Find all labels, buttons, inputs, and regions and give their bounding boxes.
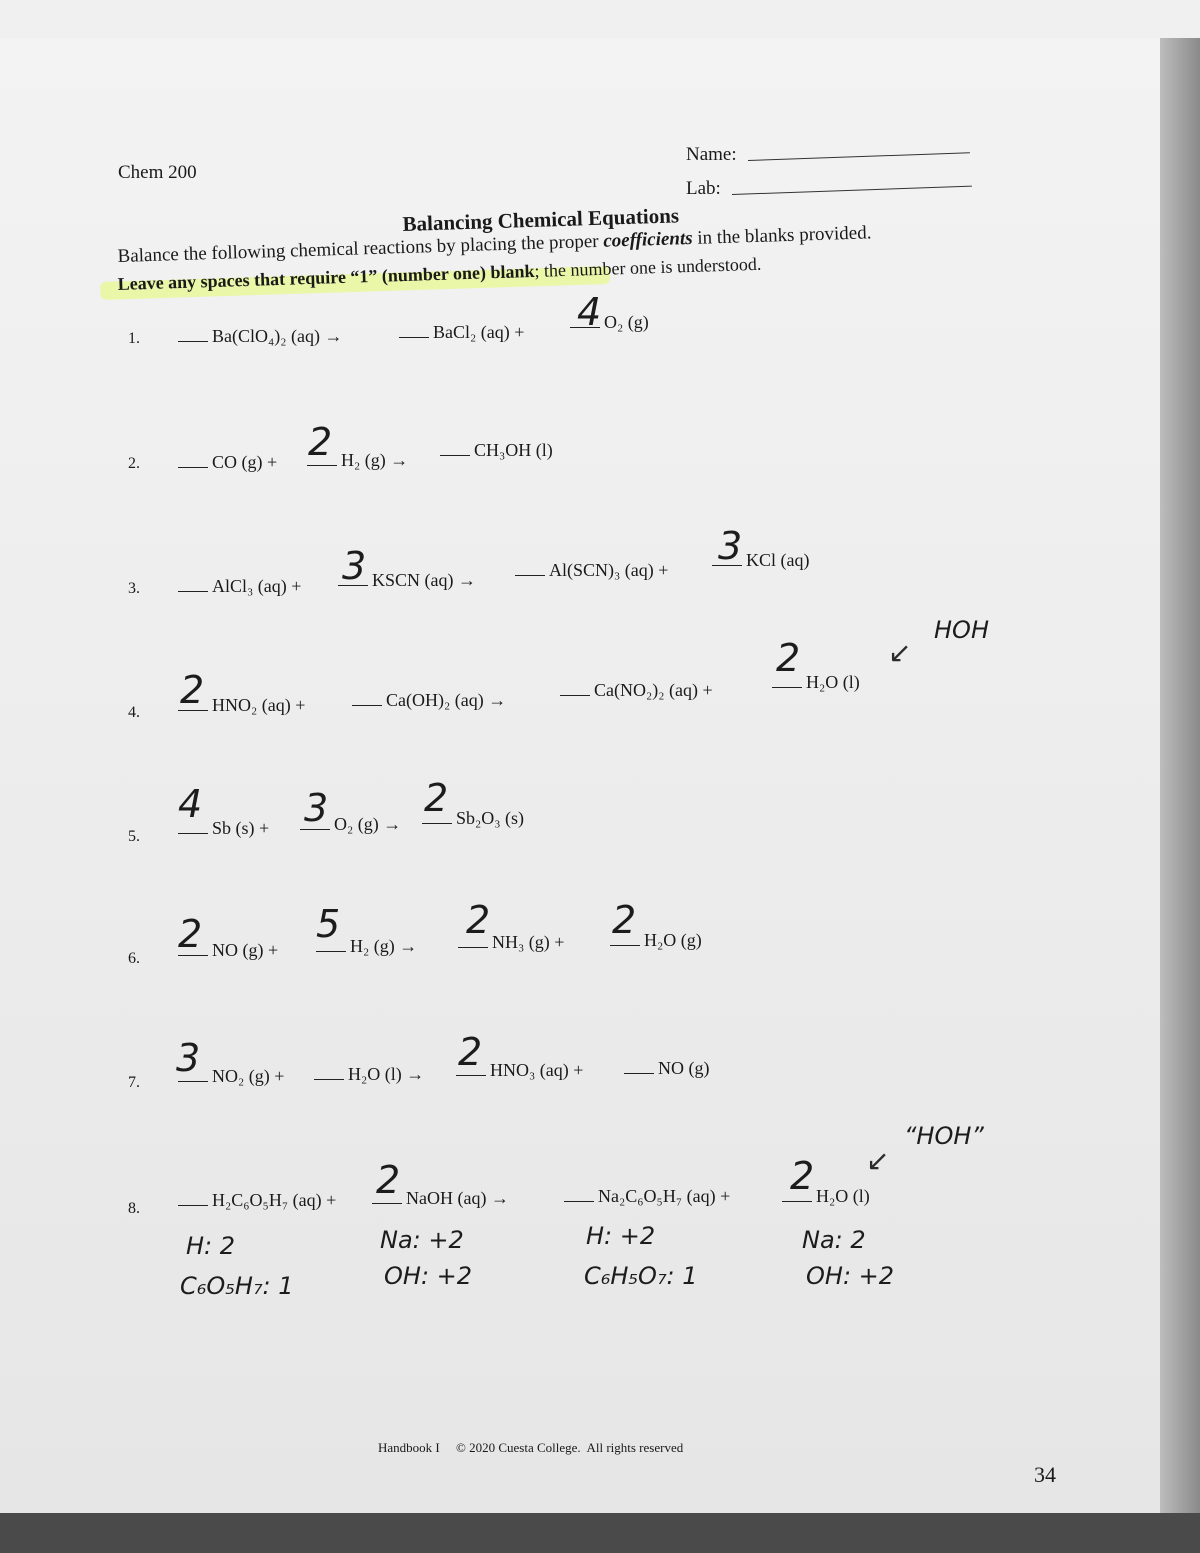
term-text: Ca(OH)₂ (aq) →	[386, 690, 507, 710]
answer-8-4: 2	[790, 1154, 815, 1198]
term-text: H₂O (l) →	[348, 1064, 425, 1084]
equation-3-term-3	[515, 560, 668, 581]
answer-6-4: 2	[612, 898, 637, 942]
instruction-emphasis: coefficients	[602, 227, 693, 252]
term-text: Sb₂O₃ (s)	[456, 808, 525, 828]
answer-7-3: 2	[458, 1030, 483, 1074]
answer-3-2: 3	[342, 544, 367, 588]
term-text: H₂ (g) →	[341, 450, 409, 470]
term-text: KSCN (aq) →	[372, 570, 476, 590]
answer-2-2: 2	[308, 420, 333, 464]
note-hoh-4: HOH	[934, 616, 989, 644]
answer-6-2: 5	[316, 902, 341, 946]
equation-1-number: 1.	[128, 330, 140, 347]
answer-6-3: 2	[466, 898, 491, 942]
term-text: Ba(ClO₄)₂ (aq) →	[212, 326, 343, 346]
note-col3-a: H: +2	[586, 1222, 656, 1250]
lab-label: Lab:	[686, 178, 721, 199]
equation-5-number: 5.	[128, 828, 140, 845]
term-text: AlCl₃ (aq) +	[212, 576, 302, 596]
equation-7-term-4	[624, 1058, 710, 1079]
equation-8-term-1	[178, 1190, 336, 1211]
equation-7-term-2	[314, 1064, 424, 1085]
note-col2-a: Na: +2	[380, 1226, 464, 1254]
equation-4-number: 4.	[128, 704, 140, 721]
name-label: Name:	[686, 144, 737, 165]
answer-5-2: 3	[304, 786, 329, 830]
note-col3-b: C₆H₅O₇: 1	[584, 1262, 698, 1290]
page-bottom-edge	[0, 1513, 1200, 1553]
term-text: NH₃ (g) +	[492, 932, 565, 952]
answer-7-1: 3	[176, 1036, 201, 1080]
equation-4-term-3	[560, 680, 713, 701]
term-text: H₂O (g)	[644, 930, 702, 950]
footer-text: Handbook I © 2020 Cuesta College. All rights reserved	[378, 1440, 684, 1455]
coefficient-blank[interactable]	[560, 681, 590, 696]
answer-4-1: 2	[180, 668, 205, 712]
note-col4-b: OH: +2	[806, 1262, 895, 1290]
answer-1-3: 4	[577, 290, 602, 334]
note-hoh-8: “HOH”	[904, 1122, 984, 1150]
answer-5-1: 4	[178, 782, 203, 826]
arrow-mark-icon: ↙	[866, 1144, 890, 1177]
term-text: HNO₃ (aq) +	[490, 1060, 584, 1080]
note-col4-a: Na: 2	[802, 1226, 866, 1254]
coefficient-blank[interactable]	[564, 1187, 594, 1202]
term-text: NaOH (aq) →	[406, 1188, 509, 1208]
arrow-mark-icon: ↙	[888, 636, 912, 669]
term-text: BaCl₂ (aq) +	[433, 322, 525, 342]
coefficient-blank[interactable]	[352, 691, 382, 706]
equation-6-number: 6.	[128, 950, 140, 967]
term-text: Na₂C₆O₅H₇ (aq) +	[598, 1186, 731, 1206]
term-text: H₂O (l)	[806, 672, 860, 692]
coefficient-blank[interactable]	[178, 1191, 208, 1206]
term-text: Ca(NO₂)₂ (aq) +	[594, 680, 713, 700]
equation-2-term-1	[178, 452, 277, 473]
term-text: O₂ (g)	[604, 312, 649, 332]
equation-2-term-3	[440, 440, 553, 461]
term-text: KCl (aq)	[746, 550, 810, 570]
term-text: O₂ (g) →	[334, 814, 402, 834]
page-title: Balancing Chemical Equations	[402, 203, 680, 237]
equation-8-number: 8.	[128, 1200, 140, 1217]
term-text: CO (g) +	[212, 452, 278, 472]
term-text: Al(SCN)₃ (aq) +	[549, 560, 669, 580]
coefficient-blank[interactable]	[399, 323, 429, 338]
term-text: NO (g) +	[212, 940, 279, 960]
equation-1-term-1	[178, 326, 343, 347]
equation-4-term-2	[352, 690, 506, 711]
term-text: NO₂ (g) +	[212, 1066, 285, 1086]
instruction-text: ; the number one is understood.	[534, 253, 762, 281]
term-text: H₂ (g) →	[350, 936, 418, 956]
page-number: 34	[1034, 1462, 1056, 1487]
instruction-bold: Leave any spaces that require “1” (number one) blank	[117, 260, 535, 295]
coefficient-blank[interactable]	[178, 327, 208, 342]
answer-5-3: 2	[424, 776, 449, 820]
answer-6-1: 2	[178, 912, 203, 956]
instruction-text: in the blanks provided.	[692, 222, 872, 249]
equation-2-number: 2.	[128, 455, 140, 472]
answer-4-4: 2	[776, 636, 801, 680]
coefficient-blank[interactable]	[624, 1059, 654, 1074]
term-text: Sb (s) +	[212, 818, 270, 838]
coefficient-blank[interactable]	[440, 441, 470, 456]
note-col1-a: H: 2	[186, 1232, 236, 1260]
instruction-text: Balance the following chemical reactions by placing the proper	[117, 230, 604, 268]
coefficient-blank[interactable]	[314, 1065, 344, 1080]
term-text: H₂O (l)	[816, 1186, 870, 1206]
term-text: NO (g)	[658, 1058, 710, 1078]
equation-8-term-3	[564, 1186, 730, 1207]
equation-3-term-1	[178, 576, 301, 597]
term-text: H₂C₆O₅H₇ (aq) +	[212, 1190, 337, 1210]
note-col1-b: C₆O₅H₇: 1	[180, 1272, 294, 1300]
note-col2-b: OH: +2	[384, 1262, 473, 1290]
term-text: CH₃OH (l)	[474, 440, 553, 460]
term-text: HNO₂ (aq) +	[212, 695, 306, 715]
answer-3-4: 3	[718, 524, 743, 568]
equation-1-term-2	[399, 322, 524, 343]
coefficient-blank[interactable]	[515, 561, 545, 576]
coefficient-blank[interactable]	[178, 577, 208, 592]
page-top-edge	[0, 0, 1200, 38]
course-label: Chem 200	[118, 162, 197, 183]
equation-7-number: 7.	[128, 1074, 140, 1091]
answer-8-2: 2	[376, 1158, 401, 1202]
page-right-edge	[1160, 38, 1200, 1513]
equation-3-number: 3.	[128, 580, 140, 597]
coefficient-blank[interactable]	[178, 453, 208, 468]
